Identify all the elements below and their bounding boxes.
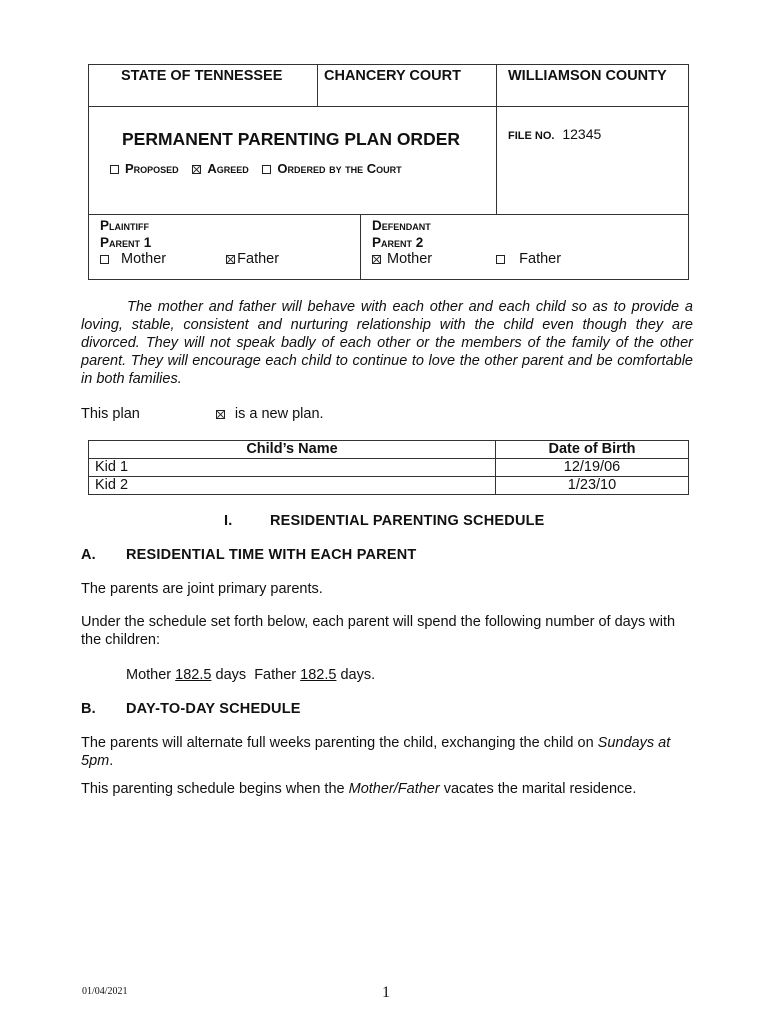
defendant-father-option[interactable]: Father — [496, 251, 561, 267]
section-a-number: A. — [81, 547, 96, 563]
father-days-value: 182.5 — [300, 667, 337, 683]
mother-days-label: Mother — [126, 667, 172, 683]
father-days-label: Father — [254, 667, 297, 683]
days-allocation: Mother 182.5 days Father 182.5 days. — [126, 667, 376, 683]
joint-primary-paragraph: The parents are joint primary parents. — [81, 581, 323, 597]
plaintiff-father-option[interactable]: Father — [226, 251, 279, 267]
section-b-number: B. — [81, 701, 96, 717]
plaintiff-block — [100, 217, 279, 268]
checkbox-defendant-mother[interactable] — [372, 255, 381, 264]
child-name: Kid 1 — [89, 459, 496, 477]
court-label: CHANCERY COURT — [324, 68, 461, 84]
child-name: Kid 2 — [89, 477, 496, 495]
document-title: PERMANENT PARENTING PLAN ORDER — [122, 129, 461, 149]
new-plan-option[interactable]: is a new plan. — [216, 406, 324, 422]
order-type-options — [110, 161, 402, 176]
schedule-paragraph: Under the schedule set forth below, each parent will spend the following number of days with the children: — [81, 614, 676, 648]
child-dob: 12/19/06 — [496, 459, 689, 477]
checkbox-plaintiff-mother[interactable] — [100, 255, 109, 264]
plaintiff-mother-option[interactable]: Mother — [100, 251, 166, 267]
checkbox-agreed[interactable] — [192, 165, 201, 174]
plaintiff-label: Plaintiff — [100, 218, 149, 233]
plaintiff-parent-label: Parent 1 — [100, 235, 152, 250]
county-label: WILLIAMSON COUNTY — [508, 68, 667, 84]
vacating-parent: Mother/Father — [348, 781, 440, 797]
mother-days-value: 182.5 — [175, 667, 212, 683]
checkbox-defendant-father[interactable] — [496, 255, 505, 264]
defendant-label: Defendant — [372, 218, 431, 233]
defendant-parent-label: Parent 2 — [372, 235, 424, 250]
child-dob: 1/23/10 — [496, 477, 689, 495]
option-agreed[interactable]: Agreed — [192, 161, 248, 176]
table-row — [89, 459, 689, 477]
column-header-dob: Date of Birth — [496, 441, 689, 459]
father-days-unit: days — [340, 667, 372, 683]
alternate-weeks-paragraph: The parents will alternate full weeks parenting the child, exchanging the child on Sundays at 5pm. — [81, 735, 671, 769]
children-table — [88, 440, 689, 495]
table-header-row — [89, 441, 689, 459]
exchange-time: Sundays at 5pm — [81, 735, 671, 769]
file-number-value: 12345 — [562, 126, 602, 142]
mother-days-unit: days — [215, 667, 247, 683]
section-a-title: RESIDENTIAL TIME WITH EACH PARENT — [126, 547, 417, 563]
page-number: 1 — [382, 984, 390, 1001]
table-row — [89, 477, 689, 495]
defendant-mother-option[interactable]: Mother — [372, 251, 432, 267]
section-b-title: DAY-TO-DAY SCHEDULE — [126, 701, 301, 717]
file-number — [508, 126, 601, 142]
section-1-title: RESIDENTIAL PARENTING SCHEDULE — [270, 513, 545, 529]
footer-date: 01/04/2021 — [82, 986, 128, 997]
checkbox-ordered[interactable] — [262, 165, 271, 174]
new-plan-line — [81, 405, 693, 423]
schedule-begins-paragraph: This parenting schedule begins when the Mother/Father vacates the marital residence. — [81, 781, 637, 797]
intro-paragraph: The mother and father will behave with each other and each child so as to provide a loving, stable, consistent and nurturing relationship with the child even though they are divorced. They will not speak badly of each other or the members of the family of the other parent. They will encourage each child to continue to love the other parent and be comfortable in both families. — [81, 299, 693, 387]
state-label: STATE OF TENNESSEE — [121, 68, 283, 84]
section-1-number: I. — [224, 513, 233, 529]
file-number-label: FILE NO. — [508, 130, 555, 142]
option-ordered[interactable]: Ordered by the Court — [262, 161, 401, 176]
option-proposed[interactable]: Proposed — [110, 161, 179, 176]
checkbox-plaintiff-father[interactable] — [226, 255, 235, 264]
column-header-name: Child’s Name — [89, 441, 496, 459]
plan-prefix: This plan — [81, 406, 140, 422]
checkbox-new-plan[interactable] — [216, 410, 225, 419]
case-header-box — [88, 64, 689, 280]
checkbox-proposed[interactable] — [110, 165, 119, 174]
defendant-block — [372, 217, 561, 268]
